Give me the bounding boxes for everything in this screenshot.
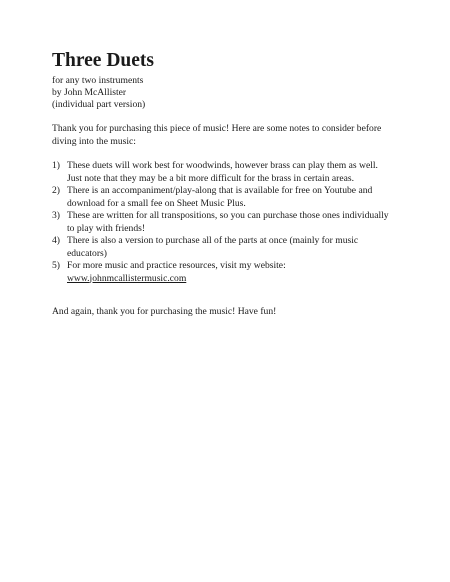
subtitle-line-author: by John McAllister xyxy=(52,87,127,98)
closing-paragraph: And again, thank you for purchasing the music! Have fun! xyxy=(52,306,277,317)
note-item-3 xyxy=(52,210,402,235)
note-text: There is an accompaniment/play-along that is available for free on Youtube and download for a small fee on Sheet Music Plus. xyxy=(67,185,373,209)
document-title: Three Duets xyxy=(52,50,155,71)
subtitle-line-version: (individual part version) xyxy=(52,99,146,110)
note-text: These are written for all transpositions, so you can purchase those ones individually to play with friends! xyxy=(67,210,389,234)
note-number: 4) xyxy=(52,235,60,246)
note-number: 1) xyxy=(52,160,60,171)
note-number: 3) xyxy=(52,210,60,221)
notes-list xyxy=(52,160,402,285)
note-text-with-link xyxy=(67,260,395,285)
note-item-1 xyxy=(52,160,402,185)
website-link[interactable]: www.johnmcallistermusic.com xyxy=(67,272,187,284)
note-item-2 xyxy=(52,185,402,210)
note-text: These duets will work best for woodwinds, however brass can play them as well. Just note that they may be a bit more difficult for the brass in certain areas. xyxy=(67,160,378,184)
note-item-5 xyxy=(52,260,402,285)
note-text: For more music and practice resources, visit my website: xyxy=(67,260,286,271)
note-item-4 xyxy=(52,235,402,260)
document-page xyxy=(52,50,402,328)
note-number: 2) xyxy=(52,185,60,196)
intro-paragraph: Thank you for purchasing this piece of music! Here are some notes to consider before diving into the music: xyxy=(52,123,382,147)
subtitle-line-instruments: for any two instruments xyxy=(52,75,144,86)
note-text: There is also a version to purchase all of the parts at once (mainly for music educators) xyxy=(67,235,359,259)
subtitle-block xyxy=(52,75,402,111)
note-number: 5) xyxy=(52,260,60,271)
